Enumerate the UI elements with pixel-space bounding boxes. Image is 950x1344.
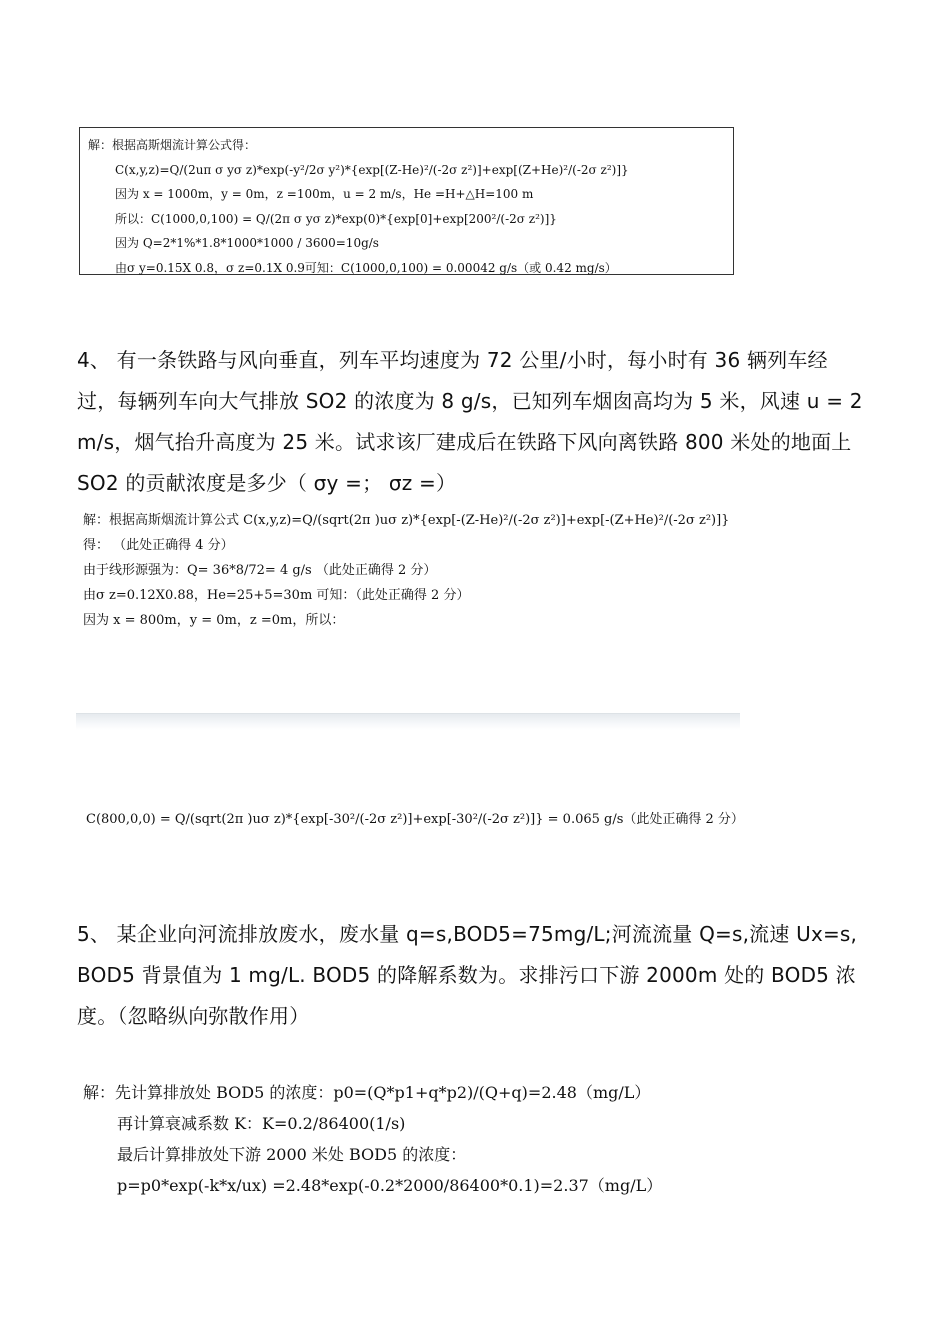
solution-5 — [83, 1077, 662, 1201]
solution-3-line-5: 因为 Q=2*1%*1.8*1000*1000 / 3600=10g/s — [115, 236, 379, 250]
solution-4 — [83, 508, 729, 633]
solution-4-line-2: 得： （此处正确得 4 分） — [83, 538, 234, 553]
solution-3-line-2: C(x,y,z)=Q/(2uπ σ yσ z)*exp(-y²/2σ y²)*{exp[(Z-He)²/(-2σ z²)]+exp[(Z+He)²/(-2σ z²)]} — [115, 162, 629, 177]
solution-5-line-2: 再计算衰减系数 K：K=0.2/86400(1/s) — [117, 1114, 406, 1133]
solution-3-line-6: 由σ y=0.15X 0.8，σ z=0.1X 0.9可知：C(1000,0,100) = 0.00042 g/s（或 0.42 mg/s） — [115, 260, 617, 275]
divider-band — [76, 713, 740, 730]
solution-4-line-5: 因为 x = 800m，y = 0m，z =0m，所以： — [83, 613, 345, 628]
question-4: 4、 有一条铁路与风向垂直，列车平均速度为 72 公里/小时，每小时有 36 辆列车经过，每辆列车向大气排放 SO2 的浓度为 8 g/s，已知列车烟囱高均为 5 米，风速 u = 2 m/s，烟气抬升高度为 25 米。试求该厂建成后在铁路下风向离铁路 800 米处的地面上 SO2 的贡献浓度是多少（ σy =； σz =） — [77, 348, 863, 495]
solution-5-line-3: 最后计算排放处下游 2000 米处 BOD5 的浓度： — [117, 1145, 467, 1164]
solution-3-line-1: 解：根据高斯烟流计算公式得： — [88, 138, 257, 152]
solution-5-line-4: p=p0*exp(-k*x/ux) =2.48*exp(-0.2*2000/86400*0.1)=2.37（mg/L） — [117, 1176, 663, 1195]
solution-3-line-3: 因为 x = 1000m，y = 0m，z =100m，u = 2 m/s，He =H+△H=100 m — [115, 187, 534, 201]
solution-4-result: C(800,0,0) = Q/(sqrt(2π )uσ z)*{exp[-30²/(-2σ z²)]+exp[-30²/(-2σ z²)]} = 0.065 g/s（此处正确得 2 分） — [86, 812, 744, 827]
solution-4-line-4: 由σ z=0.12X0.88，He=25+5=30m 可知：（此处正确得 2 分） — [83, 588, 470, 603]
solution-4-line-3: 由于线形源强为：Q= 36*8/72= 4 g/s （此处正确得 2 分） — [83, 563, 437, 578]
solution-4-line-1: 解：根据高斯烟流计算公式 C(x,y,z)=Q/(sqrt(2π )uσ z)*{exp[-(Z-He)²/(-2σ z²)]+exp[-(Z+He)²/(-2σ z²)]} — [83, 513, 730, 528]
solution-5-line-1: 解：先计算排放处 BOD5 的浓度：p0=(Q*p1+q*p2)/(Q+q)=2.48（mg/L） — [83, 1083, 651, 1102]
solution-3-box — [79, 127, 734, 275]
question-5: 5、 某企业向河流排放废水，废水量 q=s,BOD5=75mg/L;河流流量 Q=s,流速 Ux=s, BOD5 背景值为 1 mg/L. BOD5 的降解系数为。求排污口下游 2000m 处的 BOD5 浓度。（忽略纵向弥散作用） — [77, 922, 858, 1028]
solution-3-line-4: 所以：C(1000,0,100) = Q/(2π σ yσ z)*exp(0)*{exp[0]+exp[200²/(-2σ z²)]} — [115, 211, 557, 226]
